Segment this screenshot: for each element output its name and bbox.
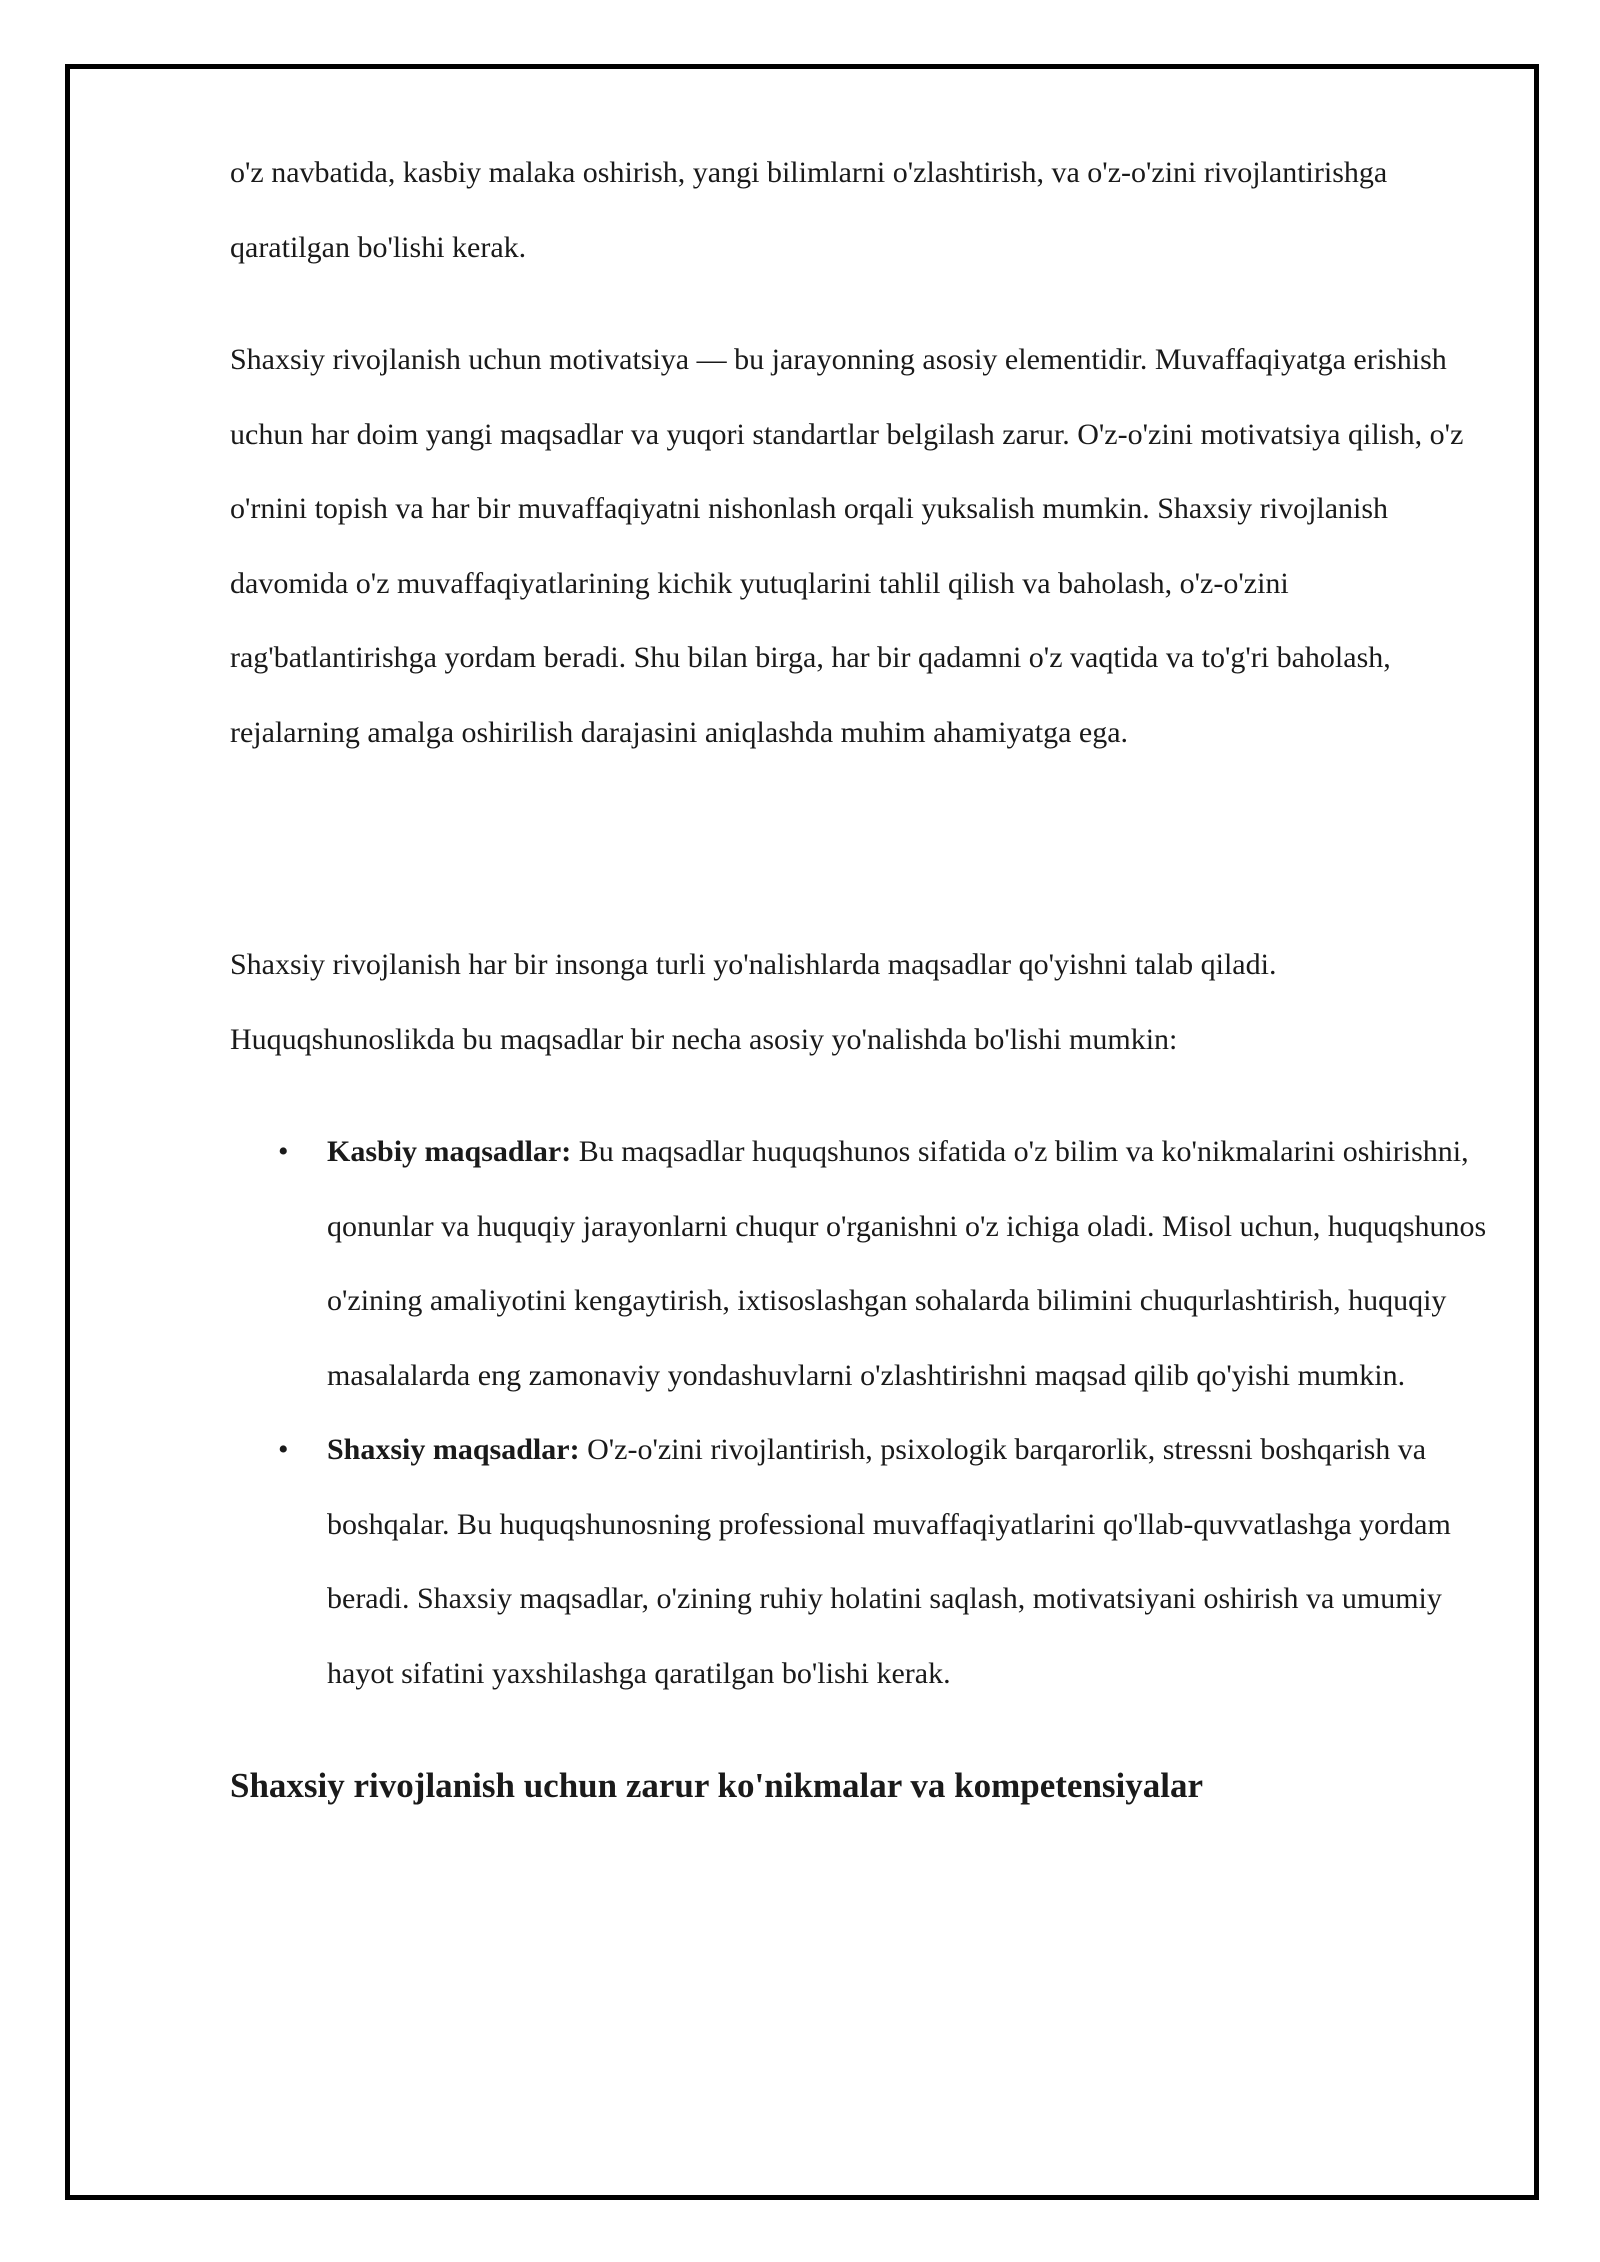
document-body <box>230 136 1490 1824</box>
goals-list <box>230 1115 1490 1711</box>
paragraph-motivation: Shaxsiy rivojlanish uchun motivatsiya — bu jarayonning asosiy elementidir. Muvaffaqiyatga erishish uchun har doim yangi maqsadlar va yuqori standartlar belgilash zarur. O'z-o'zini motivatsiya qilish, o'z o'rnini topish va har bir muvaffaqiyatni nishonlash orqali yuksalish mumkin. Shaxsiy rivojlanish davomida o'z muvaffaqiyatlarining kichik yutuqlarini tahlil qilish va baholash, o'z-o'zini rag'batlantirishga yordam beradi. Shu bilan birga, har bir qadamni o'z vaqtida va to'g'ri baholash, rejalarning amalga oshirilish darajasini aniqlashda muhim ahamiyatga ega. <box>230 343 1464 749</box>
bullet-icon: • <box>278 1135 289 1168</box>
list-item-label: Kasbiy maqsadlar: <box>327 1135 572 1168</box>
list-item <box>230 1413 1490 1711</box>
section-heading: Shaxsiy rivojlanish uchun zarur ko'nikmalar va kompetensiyalar <box>230 1766 1204 1805</box>
list-item <box>230 1115 1490 1413</box>
paragraph-intro: o'z navbatida, kasbiy malaka oshirish, yangi bilimlarni o'zlashtirish, va o'z-o'zini rivojlantirishga qaratilgan bo'lishi kerak. <box>230 156 1388 264</box>
list-item-text: O'z-o'zini rivojlantirish, psixologik barqarorlik, stressni boshqarish va boshqalar. Bu huquqshunosning professional muvaffaqiyatlarini qo'llab-quvvatlashga yordam beradi. Shaxsiy maqsadlar, o'zining ruhiy holatini saqlash, motivatsiyani oshirish va umumiy hayot sifatini yaxshilashga qaratilgan bo'lishi kerak. <box>327 1433 1451 1690</box>
list-item-text: Bu maqsadlar huquqshunos sifatida o'z bilim va ko'nikmalarini oshirishni, qonunlar va huquqiy jarayonlarni chuqur o'rganishni o'z ichiga oladi. Misol uchun, huquqshunos o'zining amaliyotini kengaytirish, ixtisoslashgan sohalarda bilimini chuqurlashtirish, huquqiy masalalarda eng zamonaviy yondashuvlarni o'zlashtirishni maqsad qilib qo'yishi mumkin. <box>327 1135 1487 1392</box>
list-item-label: Shaxsiy maqsadlar: <box>327 1433 580 1466</box>
paragraph-goals: Shaxsiy rivojlanish har bir insonga turli yo'nalishlarda maqsadlar qo'yishni talab qiladi. Huquqshunoslikda bu maqsadlar bir necha asosiy yo'nalishda bo'lishi mumkin: <box>230 948 1277 1056</box>
bullet-icon: • <box>278 1433 289 1466</box>
